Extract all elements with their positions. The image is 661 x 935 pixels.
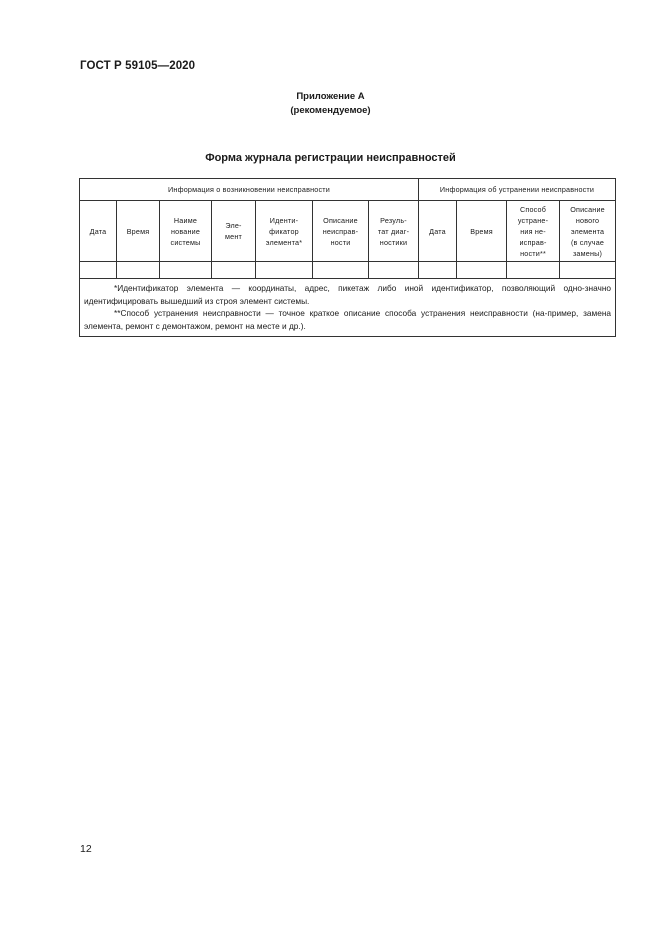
appendix-heading [0, 90, 661, 118]
empty-cell [313, 262, 369, 279]
column-header: Дата [80, 201, 117, 262]
empty-cell [80, 262, 117, 279]
column-header: Резуль- тат диаг- ностики [369, 201, 419, 262]
column-header: Время [457, 201, 507, 262]
column-header: Время [117, 201, 160, 262]
column-header: Описание неисправ- ности [313, 201, 369, 262]
form-title: Форма журнала регистрации неисправностей [205, 152, 456, 164]
empty-cell [419, 262, 457, 279]
group-header-occurrence: Информация о возникновении неисправности [80, 179, 419, 201]
column-header: Описание нового элемента (в случае замены) [560, 201, 616, 262]
empty-cell [457, 262, 507, 279]
empty-cell [160, 262, 212, 279]
column-header: Способ устране- ния не- исправ- ности** [507, 201, 560, 262]
fault-journal-table [79, 178, 616, 337]
notes-row [80, 279, 616, 337]
footnote-method: **Способ устранения неисправности — точное краткое описание способа устранения неисправности (на-пример, замена элемента, ремонт с демонтажом, ремонт на месте и др.). [84, 308, 612, 331]
group-header-row [80, 179, 616, 201]
column-header: Иденти- фикатор элемента* [256, 201, 313, 262]
empty-cell [369, 262, 419, 279]
empty-cell [560, 262, 616, 279]
empty-entry-row [80, 262, 616, 279]
empty-cell [117, 262, 160, 279]
table-notes [80, 279, 616, 337]
empty-cell [507, 262, 560, 279]
empty-cell [256, 262, 313, 279]
page-number: 12 [80, 843, 92, 855]
footnote-identifier: *Идентификатор элемента — координаты, адрес, пикетаж либо иной идентификатор, позволяющий одно-значно идентифицировать вышедший из строя элемент системы. [84, 283, 612, 306]
column-header: Дата [419, 201, 457, 262]
empty-cell [212, 262, 256, 279]
appendix-title: Приложение А [296, 91, 365, 102]
column-header: Эле- мент [212, 201, 256, 262]
column-header: Наиме нование системы [160, 201, 212, 262]
appendix-subtitle: (рекомендуемое) [290, 105, 371, 116]
column-header-row [80, 201, 616, 262]
group-header-elimination: Информация об устранении неисправности [419, 179, 616, 201]
standard-designation: ГОСТ Р 59105—2020 [80, 60, 196, 72]
